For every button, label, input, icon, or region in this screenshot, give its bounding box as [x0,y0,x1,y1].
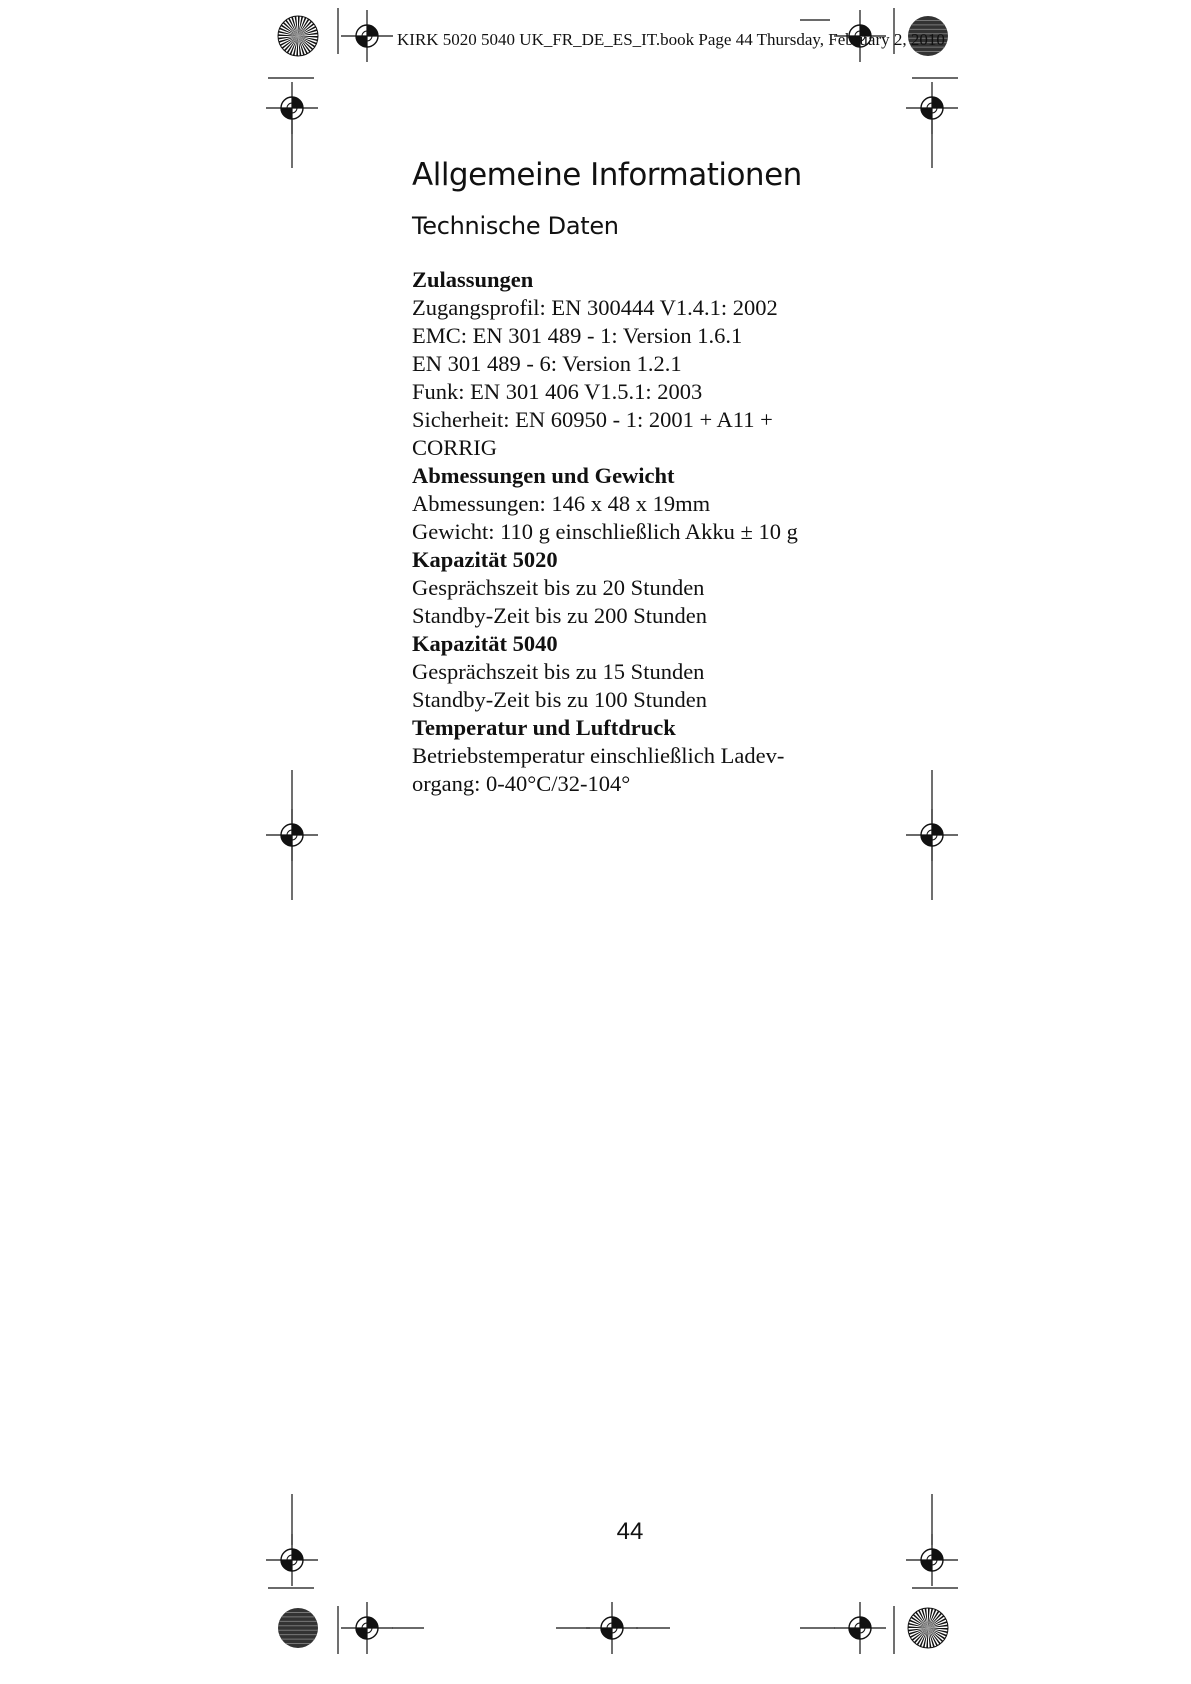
spec-line: Sicherheit: EN 60950 - 1: 2001 + A11 + [412,407,773,432]
registration-target-icon [906,809,958,861]
spec-heading-temperature: Temperatur und Luftdruck [412,715,676,740]
spec-line: Gesprächszeit bis zu 20 Stunden [412,575,705,600]
spec-line: Betriebstemperatur einschließlich Ladev- [412,743,785,768]
spec-line: Abmessungen: 146 x 48 x 19mm [412,491,711,516]
spec-line: Gesprächszeit bis zu 15 Stunden [412,659,705,684]
page-title: Allgemeine Informationen [412,157,802,193]
registration-target-icon [341,1602,393,1654]
spec-line: Zugangsprofil: EN 300444 V1.4.1: 2002 [412,295,778,320]
spec-heading-dimensions: Abmessungen und Gewicht [412,463,675,488]
page-number: 44 [616,1518,644,1545]
color-bar-star-icon [278,16,318,56]
section-title: Technische Daten [412,212,619,240]
color-bar-star-icon [908,1608,948,1648]
print-slug-header: KIRK 5020 5040 UK_FR_DE_ES_IT.book Page 44 Thursday, February 2, 2010 [397,30,945,49]
registration-target-icon [586,1602,638,1654]
registration-target-icon [341,10,393,62]
registration-target-icon [266,809,318,861]
spec-line: organg: 0-40°C/32-104° [412,771,631,796]
registration-target-icon [266,1534,318,1586]
spec-line: Gewicht: 110 g einschließlich Akku ± 10 g [412,519,798,544]
main-content [412,148,932,798]
spec-list [412,266,932,798]
color-bar-disc-icon [278,1608,318,1648]
spec-line: EMC: EN 301 489 - 1: Version 1.6.1 [412,323,743,348]
registration-target-icon [834,1602,886,1654]
spec-heading-capacity-5040: Kapazität 5040 [412,631,558,656]
spec-heading-capacity-5020: Kapazität 5020 [412,547,558,572]
spec-line: EN 301 489 - 6: Version 1.2.1 [412,351,682,376]
spec-line: Funk: EN 301 406 V1.5.1: 2003 [412,379,703,404]
spec-heading-approvals: Zulassungen [412,267,534,292]
spec-line: Standby-Zeit bis zu 100 Stunden [412,687,707,712]
spec-line: CORRIG [412,435,498,460]
registration-target-icon [906,1534,958,1586]
spec-line: Standby-Zeit bis zu 200 Stunden [412,603,707,628]
